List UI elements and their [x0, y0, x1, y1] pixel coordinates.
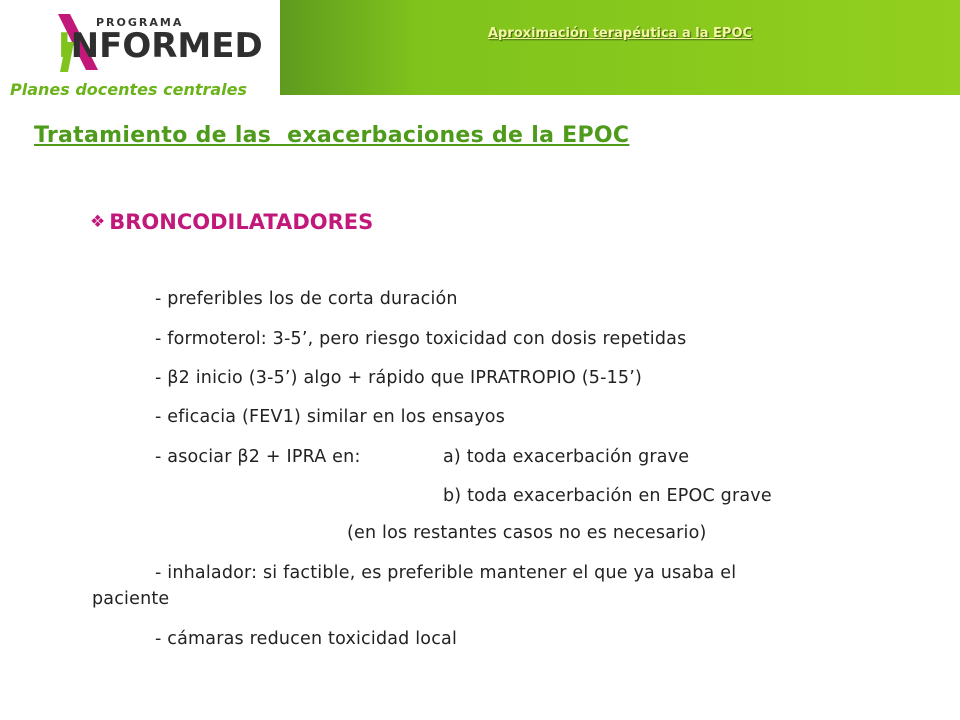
- section-title: BRONCODILATADORES: [109, 210, 374, 234]
- header-title: Aproximación terapéutica a la EPOC: [487, 26, 753, 41]
- slide-title: Tratamiento de las exacerbaciones de la EPOC: [34, 123, 630, 148]
- logo-programa-text: PROGRAMA: [96, 16, 184, 29]
- section-heading: [90, 210, 373, 234]
- diamond-bullet-icon: ❖: [90, 212, 106, 232]
- planes-docentes-subtitle: Planes docentes centrales: [10, 80, 248, 99]
- body-line: (en los restantes casos no es necesario): [347, 523, 707, 543]
- logo-area: [0, 0, 280, 100]
- body-line: - β2 inicio (3-5’) algo + rápido que IPRATROPIO (5-15’): [155, 368, 643, 388]
- body-line: - inhalador: si factible, es preferible mantener el que ya usaba el: [155, 563, 737, 583]
- logo-informed-text: [58, 26, 263, 66]
- body-line: a) toda exacerbación grave: [443, 447, 690, 467]
- logo-informed-rest: NFORMED: [70, 26, 263, 66]
- body-line: - asociar β2 + IPRA en:: [155, 447, 361, 467]
- header-band: [280, 0, 960, 95]
- body-line: b) toda exacerbación en EPOC grave: [443, 486, 772, 506]
- body-line: - preferibles los de corta duración: [155, 289, 458, 309]
- body-line: - eficacia (FEV1) similar en los ensayos: [155, 407, 506, 427]
- logo-informed-first-letter: I: [58, 26, 71, 66]
- body-line: paciente: [92, 589, 170, 609]
- body-line: - formoterol: 3-5’, pero riesgo toxicidad con dosis repetidas: [155, 329, 687, 349]
- body-line: - cámaras reducen toxicidad local: [155, 629, 458, 649]
